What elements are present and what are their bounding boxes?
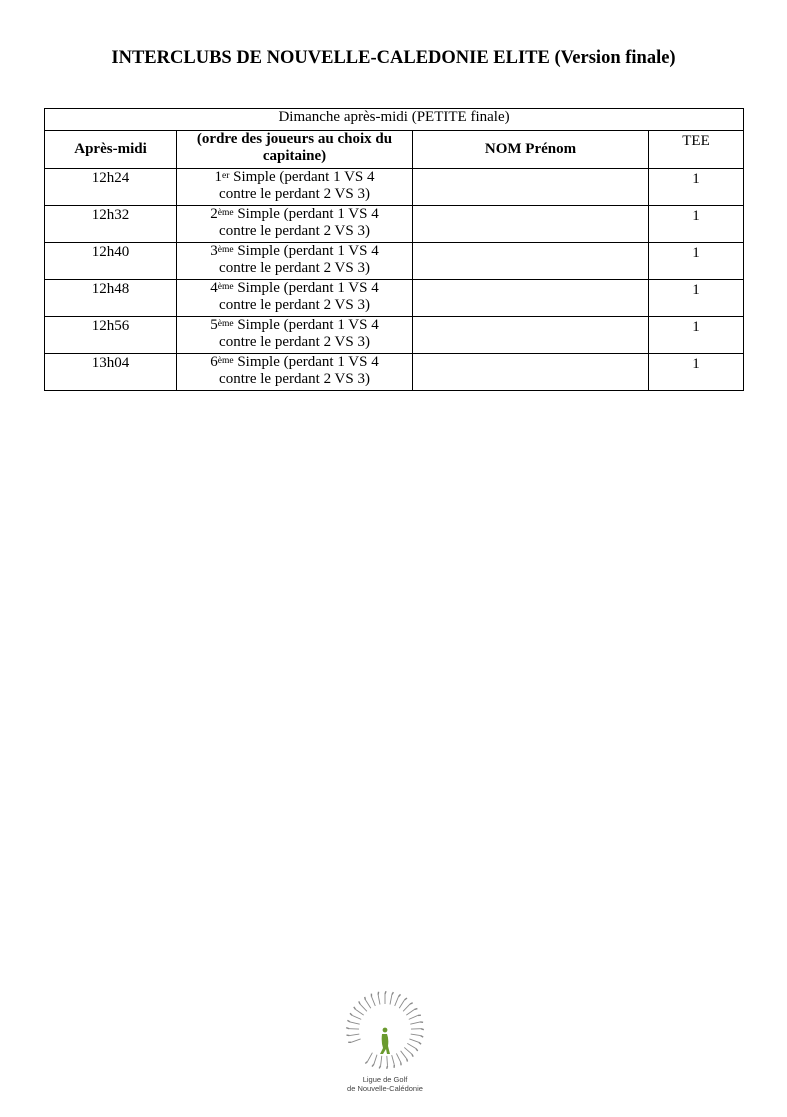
- club-head: [350, 1013, 352, 1015]
- club-head: [365, 997, 366, 1000]
- order-line1: [177, 317, 412, 334]
- order-suffix: ème: [217, 356, 234, 366]
- club-head: [405, 998, 407, 1000]
- order-line1: [177, 354, 412, 371]
- cell-order: [177, 206, 413, 243]
- club-head: [415, 1009, 418, 1010]
- club-head: [387, 1066, 388, 1069]
- order-line2: contre le perdant 2 VS 3): [219, 334, 370, 350]
- schedule-table: [44, 108, 744, 391]
- table-row: [45, 317, 744, 354]
- cell-name: [413, 280, 649, 317]
- club-stroke: [356, 1009, 364, 1015]
- order-number: 3: [210, 243, 218, 259]
- order-text: Simple (perdant 1 VS 4: [229, 169, 375, 185]
- club-head: [412, 1054, 413, 1057]
- cell-time: 12h24: [45, 169, 177, 206]
- logo-text-line2: de Nouvelle-Calédonie: [347, 1084, 423, 1093]
- cell-time: 12h32: [45, 206, 177, 243]
- club-stroke: [409, 1039, 418, 1042]
- club-stroke: [381, 1056, 382, 1066]
- table-row: [45, 354, 744, 391]
- club-head: [347, 1035, 350, 1036]
- club-stroke: [409, 1015, 418, 1019]
- cell-time: 12h56: [45, 317, 177, 354]
- order-line1: [177, 169, 412, 186]
- cell-order: [177, 169, 413, 206]
- club-head: [354, 1007, 356, 1010]
- club-stroke: [395, 997, 399, 1006]
- cell-name: [413, 354, 649, 391]
- club-stroke: [411, 1034, 421, 1036]
- club-head: [399, 994, 401, 996]
- cell-name: [413, 206, 649, 243]
- club-head: [419, 1042, 421, 1044]
- club-stroke: [406, 1009, 414, 1015]
- order-line1: [177, 206, 412, 223]
- order-suffix: er: [221, 171, 230, 181]
- club-stroke: [410, 1022, 420, 1024]
- club-stroke: [372, 997, 376, 1006]
- club-head: [365, 1062, 367, 1064]
- club-head: [392, 992, 394, 995]
- header-tee: TEE: [649, 131, 744, 169]
- club-stroke: [365, 1000, 370, 1008]
- cell-tee: 1: [649, 206, 744, 243]
- order-text: Simple (perdant 1 VS 4: [233, 317, 379, 333]
- order-text: Simple (perdant 1 VS 4: [233, 243, 379, 259]
- club-stroke: [392, 1055, 395, 1065]
- club-stroke: [399, 1000, 404, 1008]
- order-line2: contre le perdant 2 VS 3): [219, 297, 370, 313]
- cell-tee: 1: [649, 317, 744, 354]
- club-head: [416, 1049, 418, 1051]
- order-number: 2: [210, 206, 218, 222]
- club-head: [379, 1066, 380, 1069]
- order-text: Simple (perdant 1 VS 4: [233, 206, 379, 222]
- club-stroke: [401, 1051, 407, 1059]
- order-suffix: ème: [217, 319, 234, 329]
- cell-time: 12h40: [45, 243, 177, 280]
- table-row: [45, 206, 744, 243]
- order-text: Simple (perdant 1 VS 4: [233, 280, 379, 296]
- club-head: [421, 1029, 424, 1030]
- order-line2: contre le perdant 2 VS 3): [219, 223, 370, 239]
- cell-time: 13h04: [45, 354, 177, 391]
- club-head: [346, 1028, 349, 1029]
- golfer-figure: [380, 1034, 390, 1054]
- header-order: (ordre des joueurs au choix du capitaine): [177, 131, 413, 169]
- club-stroke: [387, 1056, 388, 1066]
- table-caption: Dimanche après-midi (PETITE finale): [45, 109, 744, 131]
- cell-order: [177, 354, 413, 391]
- order-line2: contre le perdant 2 VS 3): [219, 371, 370, 387]
- cell-tee: 1: [649, 169, 744, 206]
- order-line2: contre le perdant 2 VS 3): [219, 260, 370, 276]
- cell-time: 12h48: [45, 280, 177, 317]
- order-line2: contre le perdant 2 VS 3): [219, 186, 370, 202]
- cell-name: [413, 243, 649, 280]
- order-text: Simple (perdant 1 VS 4: [233, 354, 379, 370]
- club-head: [347, 1020, 350, 1022]
- document-title: INTERCLUBS DE NOUVELLE-CALEDONIE ELITE (Version finale): [111, 48, 676, 68]
- club-stroke: [351, 1039, 360, 1042]
- club-stroke: [390, 995, 392, 1005]
- golfer-head: [383, 1028, 388, 1033]
- table-row: [45, 280, 744, 317]
- club-head: [359, 1001, 360, 1004]
- order-number: 5: [210, 317, 218, 333]
- order-number: 1: [214, 169, 222, 185]
- order-number: 6: [210, 354, 218, 370]
- cell-order: [177, 317, 413, 354]
- order-suffix: ème: [217, 282, 234, 292]
- header-time: Après-midi: [45, 131, 177, 169]
- table-row: [45, 169, 744, 206]
- order-suffix: ème: [217, 208, 234, 218]
- cell-name: [413, 317, 649, 354]
- order-line1: [177, 243, 412, 260]
- club-stroke: [352, 1015, 361, 1019]
- cell-order: [177, 280, 413, 317]
- order-number: 4: [210, 280, 218, 296]
- cell-tee: 1: [649, 280, 744, 317]
- club-head: [421, 1036, 424, 1038]
- club-head: [410, 1003, 413, 1004]
- order-line1: [177, 280, 412, 297]
- club-stroke: [360, 1004, 367, 1011]
- ligue-golf-logo: [333, 984, 437, 1096]
- header-name: NOM Prénom: [413, 131, 649, 169]
- club-head: [407, 1059, 408, 1062]
- order-suffix: ème: [217, 245, 234, 255]
- club-head: [385, 991, 386, 994]
- club-stroke: [378, 995, 380, 1005]
- club-stroke: [368, 1053, 373, 1062]
- club-stroke: [404, 1047, 412, 1054]
- club-stroke: [407, 1043, 416, 1048]
- cell-order: [177, 243, 413, 280]
- club-stroke: [403, 1004, 410, 1011]
- club-stroke: [350, 1022, 360, 1024]
- club-stroke: [349, 1034, 359, 1036]
- table-row: [45, 243, 744, 280]
- club-stroke: [374, 1055, 377, 1065]
- golf-club-ring-icon: [333, 984, 437, 1074]
- cell-tee: 1: [649, 243, 744, 280]
- logo-text-line1: Ligue de Golf: [362, 1075, 408, 1084]
- cell-tee: 1: [649, 354, 744, 391]
- cell-name: [413, 169, 649, 206]
- club-head: [372, 1064, 374, 1066]
- club-head: [378, 992, 379, 995]
- club-stroke: [396, 1053, 400, 1062]
